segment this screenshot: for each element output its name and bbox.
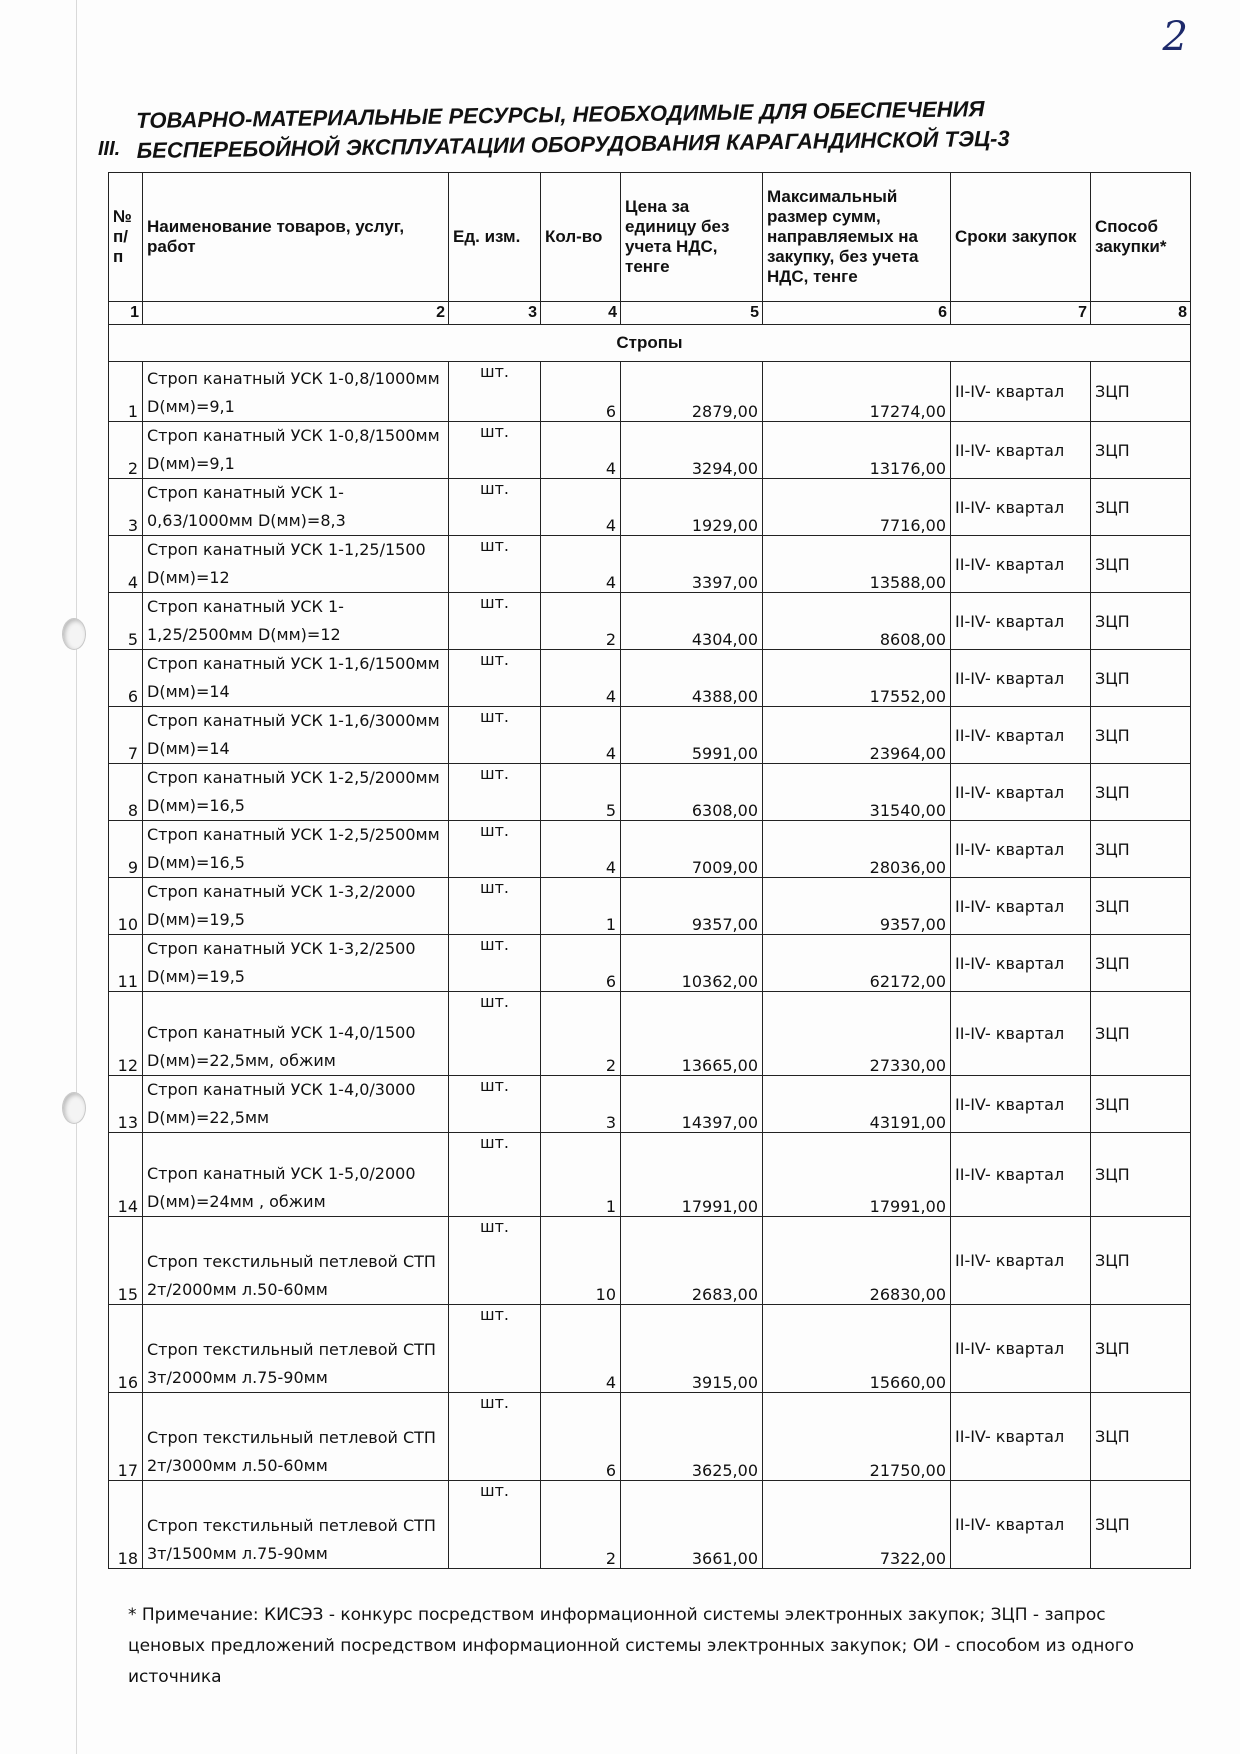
table-row <box>109 1393 1191 1481</box>
cell-method: ЗЦП <box>1091 1217 1191 1305</box>
cell-qty: 6 <box>541 362 621 422</box>
cell-unit: шт. <box>449 821 541 878</box>
cell-method: ЗЦП <box>1091 764 1191 821</box>
cell-period: II-IV- квартал <box>951 878 1091 935</box>
cell-total: 17274,00 <box>763 362 951 422</box>
column-number: 1 <box>109 302 143 325</box>
cell-qty: 6 <box>541 1393 621 1481</box>
cell-no: 5 <box>109 593 143 650</box>
cell-price: 3915,00 <box>621 1305 763 1393</box>
cell-unit: шт. <box>449 878 541 935</box>
title-line-1: ТОВАРНО-МАТЕРИАЛЬНЫЕ РЕСУРСЫ, НЕОБХОДИМЫЕ ДЛЯ ОБЕСПЕЧЕНИЯ <box>136 96 985 133</box>
cell-qty: 4 <box>541 707 621 764</box>
column-number: 7 <box>951 302 1091 325</box>
cell-period: II-IV- квартал <box>951 536 1091 593</box>
cell-no: 7 <box>109 707 143 764</box>
cell-period: II-IV- квартал <box>951 650 1091 707</box>
cell-period: II-IV- квартал <box>951 1481 1091 1569</box>
header-method: Способ закупки* <box>1091 173 1191 302</box>
cell-method: ЗЦП <box>1091 935 1191 992</box>
cell-unit: шт. <box>449 1076 541 1133</box>
cell-method: ЗЦП <box>1091 536 1191 593</box>
cell-period: II-IV- квартал <box>951 422 1091 479</box>
cell-method: ЗЦП <box>1091 362 1191 422</box>
cell-method: ЗЦП <box>1091 1481 1191 1569</box>
table-row <box>109 422 1191 479</box>
header-price: Цена за единицу без учета НДС, тенге <box>621 173 763 302</box>
cell-total: 13176,00 <box>763 422 951 479</box>
cell-price: 4304,00 <box>621 593 763 650</box>
cell-price: 13665,00 <box>621 992 763 1076</box>
cell-unit: шт. <box>449 1305 541 1393</box>
cell-qty: 1 <box>541 878 621 935</box>
document-title <box>136 93 1097 166</box>
table-row <box>109 1133 1191 1217</box>
cell-qty: 4 <box>541 536 621 593</box>
cell-price: 6308,00 <box>621 764 763 821</box>
section-title: Стропы <box>109 325 1191 362</box>
cell-unit: шт. <box>449 707 541 764</box>
cell-qty: 4 <box>541 479 621 536</box>
cell-method: ЗЦП <box>1091 593 1191 650</box>
cell-no: 8 <box>109 764 143 821</box>
cell-qty: 4 <box>541 422 621 479</box>
section-row <box>109 325 1191 362</box>
cell-no: 11 <box>109 935 143 992</box>
cell-unit: шт. <box>449 422 541 479</box>
section-number: III. <box>98 138 121 160</box>
cell-method: ЗЦП <box>1091 1305 1191 1393</box>
cell-total: 7322,00 <box>763 1481 951 1569</box>
cell-price: 2879,00 <box>621 362 763 422</box>
cell-price: 14397,00 <box>621 1076 763 1133</box>
cell-no: 3 <box>109 479 143 536</box>
cell-no: 16 <box>109 1305 143 1393</box>
cell-price: 1929,00 <box>621 479 763 536</box>
table-row <box>109 536 1191 593</box>
table-row <box>109 650 1191 707</box>
table-row <box>109 707 1191 764</box>
cell-method: ЗЦП <box>1091 707 1191 764</box>
cell-method: ЗЦП <box>1091 1393 1191 1481</box>
cell-period: II-IV- квартал <box>951 1305 1091 1393</box>
cell-total: 15660,00 <box>763 1305 951 1393</box>
cell-name: Строп канатный УСК 1-1,25/1500 D(мм)=12 <box>143 536 449 593</box>
cell-name: Строп текстильный петлевой СТП 3т/2000мм л.75-90мм <box>143 1305 449 1393</box>
cell-total: 17552,00 <box>763 650 951 707</box>
column-number: 4 <box>541 302 621 325</box>
cell-unit: шт. <box>449 593 541 650</box>
cell-qty: 10 <box>541 1217 621 1305</box>
cell-period: II-IV- квартал <box>951 1133 1091 1217</box>
header-name: Наименование товаров, услуг, работ <box>143 173 449 302</box>
cell-unit: шт. <box>449 1217 541 1305</box>
cell-price: 4388,00 <box>621 650 763 707</box>
cell-unit: шт. <box>449 362 541 422</box>
cell-period: II-IV- квартал <box>951 935 1091 992</box>
cell-name: Строп канатный УСК 1-4,0/3000 D(мм)=22,5мм <box>143 1076 449 1133</box>
cell-no: 17 <box>109 1393 143 1481</box>
cell-name: Строп канатный УСК 1-3,2/2000 D(мм)=19,5 <box>143 878 449 935</box>
cell-name: Строп канатный УСК 1-1,6/3000мм D(мм)=14 <box>143 707 449 764</box>
cell-qty: 4 <box>541 650 621 707</box>
cell-unit: шт. <box>449 1481 541 1569</box>
cell-total: 26830,00 <box>763 1217 951 1305</box>
column-number: 6 <box>763 302 951 325</box>
column-number: 8 <box>1091 302 1191 325</box>
cell-total: 7716,00 <box>763 479 951 536</box>
cell-method: ЗЦП <box>1091 422 1191 479</box>
cell-name: Строп канатный УСК 1-1,6/1500мм D(мм)=14 <box>143 650 449 707</box>
cell-no: 13 <box>109 1076 143 1133</box>
cell-unit: шт. <box>449 1393 541 1481</box>
cell-qty: 6 <box>541 935 621 992</box>
cell-total: 9357,00 <box>763 878 951 935</box>
cell-price: 2683,00 <box>621 1217 763 1305</box>
cell-no: 14 <box>109 1133 143 1217</box>
cell-qty: 1 <box>541 1133 621 1217</box>
cell-qty: 3 <box>541 1076 621 1133</box>
cell-no: 18 <box>109 1481 143 1569</box>
cell-total: 31540,00 <box>763 764 951 821</box>
cell-price: 3625,00 <box>621 1393 763 1481</box>
cell-price: 17991,00 <box>621 1133 763 1217</box>
cell-total: 21750,00 <box>763 1393 951 1481</box>
cell-total: 23964,00 <box>763 707 951 764</box>
header-no: № п/п <box>109 173 143 302</box>
table-row <box>109 878 1191 935</box>
table-row <box>109 1217 1191 1305</box>
cell-total: 27330,00 <box>763 992 951 1076</box>
table-row <box>109 479 1191 536</box>
cell-price: 3294,00 <box>621 422 763 479</box>
footnote: * Примечание: КИСЭЗ - конкурс посредством информационной системы электронных закупок; ЗЦП - запрос ценовых предложений посредством информационной системы электронных закупок; ОИ - способом из одного источника <box>128 1605 1135 1687</box>
cell-period: II-IV- квартал <box>951 992 1091 1076</box>
cell-qty: 2 <box>541 992 621 1076</box>
cell-no: 1 <box>109 362 143 422</box>
cell-no: 4 <box>109 536 143 593</box>
table-row <box>109 593 1191 650</box>
cell-total: 43191,00 <box>763 1076 951 1133</box>
table-row <box>109 1076 1191 1133</box>
cell-qty: 5 <box>541 764 621 821</box>
cell-period: II-IV- квартал <box>951 764 1091 821</box>
cell-qty: 2 <box>541 1481 621 1569</box>
cell-period: II-IV- квартал <box>951 593 1091 650</box>
cell-name: Строп канатный УСК 1-0,8/1000мм D(мм)=9,1 <box>143 362 449 422</box>
cell-price: 3397,00 <box>621 536 763 593</box>
cell-period: II-IV- квартал <box>951 362 1091 422</box>
table-row <box>109 362 1191 422</box>
cell-method: ЗЦП <box>1091 1133 1191 1217</box>
punch-hole <box>62 1092 86 1124</box>
table-header-row <box>109 173 1191 302</box>
cell-unit: шт. <box>449 992 541 1076</box>
column-number: 3 <box>449 302 541 325</box>
cell-price: 5991,00 <box>621 707 763 764</box>
cell-name: Строп канатный УСК 1-0,8/1500мм D(мм)=9,1 <box>143 422 449 479</box>
cell-price: 9357,00 <box>621 878 763 935</box>
cell-name: Строп текстильный петлевой СТП 2т/3000мм л.50-60мм <box>143 1393 449 1481</box>
cell-method: ЗЦП <box>1091 878 1191 935</box>
cell-qty: 2 <box>541 593 621 650</box>
cell-price: 3661,00 <box>621 1481 763 1569</box>
cell-name: Строп текстильный петлевой СТП 2т/2000мм л.50-60мм <box>143 1217 449 1305</box>
cell-unit: шт. <box>449 650 541 707</box>
cell-period: II-IV- квартал <box>951 821 1091 878</box>
cell-unit: шт. <box>449 1133 541 1217</box>
cell-name: Строп канатный УСК 1-2,5/2500мм D(мм)=16,5 <box>143 821 449 878</box>
cell-total: 13588,00 <box>763 536 951 593</box>
punch-hole <box>62 618 86 650</box>
resources-table <box>108 172 1191 1569</box>
cell-qty: 4 <box>541 821 621 878</box>
cell-total: 62172,00 <box>763 935 951 992</box>
page-edge <box>76 0 77 1754</box>
table-row <box>109 1481 1191 1569</box>
column-number: 5 <box>621 302 763 325</box>
cell-method: ЗЦП <box>1091 650 1191 707</box>
cell-price: 7009,00 <box>621 821 763 878</box>
cell-unit: шт. <box>449 536 541 593</box>
cell-name: Строп канатный УСК 1-5,0/2000 D(мм)=24мм , обжим <box>143 1133 449 1217</box>
cell-no: 9 <box>109 821 143 878</box>
cell-price: 10362,00 <box>621 935 763 992</box>
cell-method: ЗЦП <box>1091 821 1191 878</box>
cell-period: II-IV- квартал <box>951 707 1091 764</box>
cell-no: 12 <box>109 992 143 1076</box>
cell-method: ЗЦП <box>1091 1076 1191 1133</box>
cell-no: 6 <box>109 650 143 707</box>
header-qty: Кол-во <box>541 173 621 302</box>
cell-method: ЗЦП <box>1091 479 1191 536</box>
cell-name: Строп канатный УСК 1-4,0/1500 D(мм)=22,5мм, обжим <box>143 992 449 1076</box>
cell-method: ЗЦП <box>1091 992 1191 1076</box>
cell-total: 8608,00 <box>763 593 951 650</box>
handwritten-page-mark: 2 <box>1162 14 1188 60</box>
cell-name: Строп канатный УСК 1-0,63/1000мм D(мм)=8,3 <box>143 479 449 536</box>
table-row <box>109 764 1191 821</box>
table-row <box>109 1305 1191 1393</box>
cell-total: 17991,00 <box>763 1133 951 1217</box>
column-number: 2 <box>143 302 449 325</box>
cell-name: Строп канатный УСК 1-1,25/2500мм D(мм)=12 <box>143 593 449 650</box>
cell-name: Строп канатный УСК 1-2,5/2000мм D(мм)=16,5 <box>143 764 449 821</box>
title-line-2: БЕСПЕРЕБОЙНОЙ ЭКСПЛУАТАЦИИ ОБОРУДОВАНИЯ КАРАГАНДИНСКОЙ ТЭЦ-3 <box>136 125 1010 163</box>
table-row <box>109 992 1191 1076</box>
column-number-row <box>109 302 1191 325</box>
cell-unit: шт. <box>449 479 541 536</box>
header-period: Сроки закупок <box>951 173 1091 302</box>
header-unit: Ед. изм. <box>449 173 541 302</box>
table-row <box>109 935 1191 992</box>
cell-period: II-IV- квартал <box>951 1217 1091 1305</box>
table-row <box>109 821 1191 878</box>
cell-unit: шт. <box>449 764 541 821</box>
cell-period: II-IV- квартал <box>951 1076 1091 1133</box>
cell-no: 15 <box>109 1217 143 1305</box>
cell-no: 2 <box>109 422 143 479</box>
cell-period: II-IV- квартал <box>951 1393 1091 1481</box>
cell-period: II-IV- квартал <box>951 479 1091 536</box>
cell-unit: шт. <box>449 935 541 992</box>
cell-qty: 4 <box>541 1305 621 1393</box>
cell-name: Строп канатный УСК 1-3,2/2500 D(мм)=19,5 <box>143 935 449 992</box>
cell-no: 10 <box>109 878 143 935</box>
cell-total: 28036,00 <box>763 821 951 878</box>
header-total: Максимальный размер сумм, направляемых на закупку, без учета НДС, тенге <box>763 173 951 302</box>
cell-name: Строп текстильный петлевой СТП 3т/1500мм л.75-90мм <box>143 1481 449 1569</box>
